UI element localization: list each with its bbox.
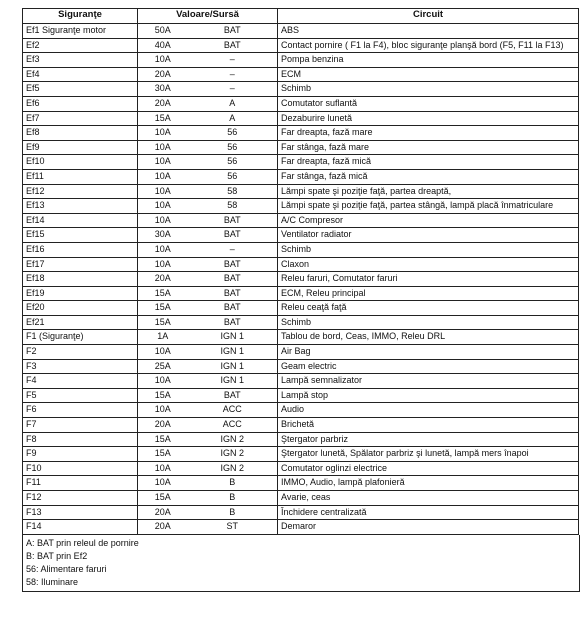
table-row xyxy=(23,359,579,374)
source-cell: BAT xyxy=(188,213,278,228)
legend-note: B: BAT prin Ef2 xyxy=(26,550,88,561)
table-row xyxy=(23,184,579,199)
table-header-row xyxy=(23,9,579,24)
fuse-cell: Ef12 xyxy=(23,184,138,199)
legend-note: 56: Alimentare faruri xyxy=(26,563,107,574)
amperage-cell: 20A xyxy=(138,505,188,520)
source-cell: IGN 1 xyxy=(188,359,278,374)
table-row xyxy=(23,447,579,462)
circuit-cell: Ştergator lunetă, Spălator parbriz şi lunetă, lampă mers înapoi xyxy=(278,447,579,462)
fuse-cell: Ef1 Siguranţe motor xyxy=(23,24,138,39)
table-row xyxy=(23,520,579,535)
source-cell: IGN 2 xyxy=(188,461,278,476)
fuse-cell: Ef7 xyxy=(23,111,138,126)
source-cell: – xyxy=(188,67,278,82)
source-cell: 58 xyxy=(188,199,278,214)
table-row xyxy=(23,461,579,476)
source-cell: – xyxy=(188,82,278,97)
source-cell: ST xyxy=(188,520,278,535)
circuit-cell: Audio xyxy=(278,403,579,418)
source-cell: IGN 1 xyxy=(188,345,278,360)
circuit-cell: Ventilator radiator xyxy=(278,228,579,243)
amperage-cell: 20A xyxy=(138,520,188,535)
table-row xyxy=(23,242,579,257)
amperage-cell: 15A xyxy=(138,301,188,316)
amperage-cell: 15A xyxy=(138,111,188,126)
amperage-cell: 15A xyxy=(138,315,188,330)
amperage-cell: 10A xyxy=(138,155,188,170)
circuit-cell: Brichetă xyxy=(278,418,579,433)
fuse-cell: Ef20 xyxy=(23,301,138,316)
amperage-cell: 10A xyxy=(138,257,188,272)
table-row xyxy=(23,67,579,82)
fuse-cell: F13 xyxy=(23,505,138,520)
fuse-cell: F4 xyxy=(23,374,138,389)
fuse-table-body xyxy=(23,24,579,535)
source-cell: BAT xyxy=(188,257,278,272)
fuse-cell: Ef8 xyxy=(23,126,138,141)
source-cell: – xyxy=(188,53,278,68)
source-cell: IGN 2 xyxy=(188,432,278,447)
fuse-cell: F1 (Siguranţe) xyxy=(23,330,138,345)
fuse-cell: Ef6 xyxy=(23,96,138,111)
fuse-cell: Ef19 xyxy=(23,286,138,301)
circuit-cell: Geam electric xyxy=(278,359,579,374)
source-cell: IGN 1 xyxy=(188,330,278,345)
amperage-cell: 40A xyxy=(138,38,188,53)
source-cell: BAT xyxy=(188,286,278,301)
fuse-cell: Ef4 xyxy=(23,67,138,82)
table-row xyxy=(23,140,579,155)
amperage-cell: 10A xyxy=(138,169,188,184)
source-cell: B xyxy=(188,476,278,491)
header-fuse: Siguranţe xyxy=(23,9,138,24)
amperage-cell: 10A xyxy=(138,184,188,199)
table-row xyxy=(23,330,579,345)
circuit-cell: Schimb xyxy=(278,315,579,330)
circuit-cell: Pompa benzina xyxy=(278,53,579,68)
fuse-cell: Ef21 xyxy=(23,315,138,330)
source-cell: BAT xyxy=(188,315,278,330)
table-row xyxy=(23,301,579,316)
circuit-cell: Comutator suflantă xyxy=(278,96,579,111)
amperage-cell: 1A xyxy=(138,330,188,345)
fuse-table xyxy=(22,8,579,535)
amperage-cell: 10A xyxy=(138,199,188,214)
table-row xyxy=(23,82,579,97)
circuit-cell: Comutator oglinzi electrice xyxy=(278,461,579,476)
fuse-cell: Ef3 xyxy=(23,53,138,68)
fuse-cell: F7 xyxy=(23,418,138,433)
source-cell: BAT xyxy=(188,272,278,287)
amperage-cell: 20A xyxy=(138,67,188,82)
circuit-cell: Contact pornire ( F1 la F4), bloc siguranţe planşă bord (F5, F11 la F13) xyxy=(278,38,579,53)
table-row xyxy=(23,53,579,68)
source-cell: BAT xyxy=(188,301,278,316)
source-cell: BAT xyxy=(188,228,278,243)
fuse-table-sheet xyxy=(22,8,578,592)
table-row xyxy=(23,38,579,53)
table-row xyxy=(23,286,579,301)
amperage-cell: 15A xyxy=(138,447,188,462)
amperage-cell: 30A xyxy=(138,228,188,243)
circuit-cell: Lămpi spate şi poziţie faţă, partea stângă, lampă placă înmatriculare xyxy=(278,199,579,214)
amperage-cell: 25A xyxy=(138,359,188,374)
circuit-cell: Claxon xyxy=(278,257,579,272)
header-value-source: Valoare/Sursă xyxy=(138,9,278,24)
fuse-cell: F5 xyxy=(23,388,138,403)
legend-note: 58: Iluminare xyxy=(26,576,79,587)
table-row xyxy=(23,96,579,111)
source-cell: – xyxy=(188,242,278,257)
amperage-cell: 15A xyxy=(138,388,188,403)
source-cell: IGN 2 xyxy=(188,447,278,462)
circuit-cell: Demaror xyxy=(278,520,579,535)
amperage-cell: 10A xyxy=(138,126,188,141)
amperage-cell: 10A xyxy=(138,403,188,418)
fuse-cell: F2 xyxy=(23,345,138,360)
amperage-cell: 10A xyxy=(138,476,188,491)
fuse-cell: F12 xyxy=(23,491,138,506)
amperage-cell: 15A xyxy=(138,286,188,301)
circuit-cell: A/C Compresor xyxy=(278,213,579,228)
fuse-cell: Ef16 xyxy=(23,242,138,257)
table-row xyxy=(23,345,579,360)
amperage-cell: 20A xyxy=(138,272,188,287)
source-cell: 56 xyxy=(188,140,278,155)
table-row xyxy=(23,272,579,287)
fuse-cell: Ef5 xyxy=(23,82,138,97)
amperage-cell: 50A xyxy=(138,24,188,39)
fuse-cell: Ef10 xyxy=(23,155,138,170)
fuse-cell: Ef2 xyxy=(23,38,138,53)
fuse-cell: F14 xyxy=(23,520,138,535)
fuse-cell: Ef15 xyxy=(23,228,138,243)
legend-notes xyxy=(22,535,580,592)
table-row xyxy=(23,374,579,389)
amperage-cell: 10A xyxy=(138,213,188,228)
source-cell: BAT xyxy=(188,388,278,403)
source-cell: ACC xyxy=(188,418,278,433)
source-cell: BAT xyxy=(188,38,278,53)
fuse-cell: Ef9 xyxy=(23,140,138,155)
amperage-cell: 20A xyxy=(138,96,188,111)
amperage-cell: 10A xyxy=(138,374,188,389)
table-row xyxy=(23,432,579,447)
fuse-cell: Ef11 xyxy=(23,169,138,184)
circuit-cell: Air Bag xyxy=(278,345,579,360)
legend-note: A: BAT prin releul de pornire xyxy=(26,537,139,548)
source-cell: IGN 1 xyxy=(188,374,278,389)
circuit-cell: Dezaburire lunetă xyxy=(278,111,579,126)
table-row xyxy=(23,111,579,126)
fuse-cell: F10 xyxy=(23,461,138,476)
source-cell: 56 xyxy=(188,169,278,184)
table-row xyxy=(23,315,579,330)
amperage-cell: 15A xyxy=(138,491,188,506)
amperage-cell: 10A xyxy=(138,345,188,360)
table-row xyxy=(23,403,579,418)
circuit-cell: ECM, Releu principal xyxy=(278,286,579,301)
table-row xyxy=(23,199,579,214)
circuit-cell: Far dreapta, fază mare xyxy=(278,126,579,141)
circuit-cell: ECM xyxy=(278,67,579,82)
fuse-cell: Ef13 xyxy=(23,199,138,214)
table-row xyxy=(23,228,579,243)
source-cell: B xyxy=(188,505,278,520)
amperage-cell: 10A xyxy=(138,461,188,476)
amperage-cell: 10A xyxy=(138,53,188,68)
fuse-cell: F3 xyxy=(23,359,138,374)
table-row xyxy=(23,418,579,433)
amperage-cell: 10A xyxy=(138,242,188,257)
circuit-cell: Schimb xyxy=(278,242,579,257)
circuit-cell: Avarie, ceas xyxy=(278,491,579,506)
circuit-cell: Far dreapta, fază mică xyxy=(278,155,579,170)
fuse-cell: Ef18 xyxy=(23,272,138,287)
table-row xyxy=(23,24,579,39)
table-row xyxy=(23,491,579,506)
header-circuit: Circuit xyxy=(278,9,579,24)
source-cell: 58 xyxy=(188,184,278,199)
amperage-cell: 15A xyxy=(138,432,188,447)
source-cell: ACC xyxy=(188,403,278,418)
amperage-cell: 30A xyxy=(138,82,188,97)
source-cell: B xyxy=(188,491,278,506)
table-row xyxy=(23,213,579,228)
table-row xyxy=(23,388,579,403)
amperage-cell: 20A xyxy=(138,418,188,433)
circuit-cell: Releu faruri, Comutator faruri xyxy=(278,272,579,287)
amperage-cell: 10A xyxy=(138,140,188,155)
circuit-cell: Far stânga, fază mare xyxy=(278,140,579,155)
table-row xyxy=(23,126,579,141)
source-cell: A xyxy=(188,111,278,126)
table-row xyxy=(23,155,579,170)
fuse-cell: F9 xyxy=(23,447,138,462)
table-row xyxy=(23,169,579,184)
circuit-cell: Lampă stop xyxy=(278,388,579,403)
fuse-cell: F11 xyxy=(23,476,138,491)
fuse-cell: Ef14 xyxy=(23,213,138,228)
source-cell: 56 xyxy=(188,126,278,141)
circuit-cell: Lămpi spate şi poziţie faţă, partea dreaptă, xyxy=(278,184,579,199)
circuit-cell: ABS xyxy=(278,24,579,39)
fuse-cell: Ef17 xyxy=(23,257,138,272)
table-row xyxy=(23,476,579,491)
source-cell: BAT xyxy=(188,24,278,39)
circuit-cell: Releu ceaţă faţă xyxy=(278,301,579,316)
circuit-cell: Far stânga, fază mică xyxy=(278,169,579,184)
source-cell: 56 xyxy=(188,155,278,170)
circuit-cell: Închidere centralizată xyxy=(278,505,579,520)
fuse-cell: F8 xyxy=(23,432,138,447)
circuit-cell: IMMO, Audio, lampă plafonieră xyxy=(278,476,579,491)
table-row xyxy=(23,257,579,272)
table-row xyxy=(23,505,579,520)
circuit-cell: Ştergator parbriz xyxy=(278,432,579,447)
circuit-cell: Schimb xyxy=(278,82,579,97)
circuit-cell: Lampă semnalizator xyxy=(278,374,579,389)
circuit-cell: Tablou de bord, Ceas, IMMO, Releu DRL xyxy=(278,330,579,345)
fuse-cell: F6 xyxy=(23,403,138,418)
source-cell: A xyxy=(188,96,278,111)
